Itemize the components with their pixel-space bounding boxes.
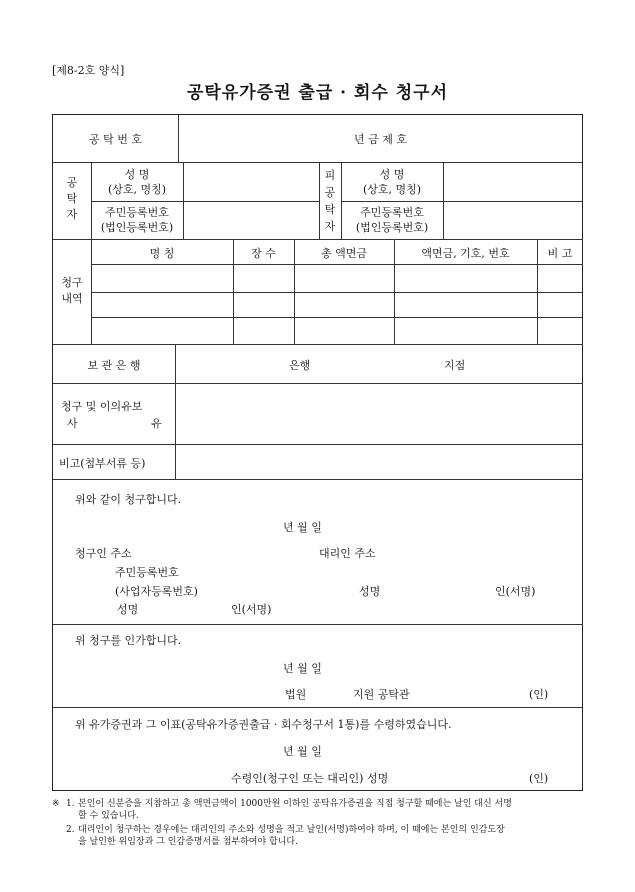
claimant-id-label: 주민등록번호: [115, 566, 179, 579]
claim-details-label: 청구 내역: [61, 276, 83, 305]
remarks-field[interactable]: [176, 445, 582, 478]
claim-form: [52, 114, 583, 791]
depositor-label: 공 탁 자: [66, 176, 78, 221]
column-header-face-value: 액면금, 기호, 번호: [421, 247, 510, 260]
footnotes: [52, 798, 592, 848]
receipt-statement: 위 유가증권과 그 이표(공탁유가증권출급 · 회수청구서 1통)를 수령하였습니다.: [75, 718, 452, 731]
agent-address-label: 대리인 주소: [319, 547, 376, 560]
receiver-label: 수령인(청구인 또는 대리인) 성명: [231, 772, 389, 785]
claimant-business-id-label: (사업자등록번호): [115, 585, 198, 598]
receipt-date: 년 월 일: [283, 745, 322, 758]
table-row[interactable]: [92, 293, 582, 316]
depositee-label: 피 공 탁 자: [324, 169, 336, 233]
approval-date: 년 월 일: [283, 662, 322, 675]
custody-bank-field[interactable]: [176, 345, 582, 382]
reason-label: 청구 및 이의유보: [61, 400, 143, 413]
claimant-seal: 인(서명): [231, 603, 272, 616]
column-header-name: 명 칭: [149, 247, 175, 260]
form-number: [제8-2호 양식]: [52, 64, 125, 77]
deposit-number-label: 공 탁 번 호: [89, 133, 142, 146]
depositee-id-field[interactable]: [444, 202, 582, 238]
footnote-1: ※ 1. 본인이 신분증을 지참하고 총 액면금액이 1000만원 이하인 공탁유가증권을 직접 청구할 때에는 날인 대신 서명 할 수 있습니다.: [52, 799, 512, 821]
agent-seal: 인(서명): [495, 585, 536, 598]
depositor-id-field[interactable]: [184, 202, 318, 238]
claimant-address-label: 청구인 주소: [75, 547, 132, 560]
request-statement: 위와 같이 청구합니다.: [75, 493, 182, 506]
approval-statement: 위 청구를 인가합니다.: [75, 634, 182, 647]
depositee-name-label: 성 명 (상호, 명칭): [362, 168, 422, 196]
depositee-id-label: 주민등록번호 (법인등록번호): [355, 206, 429, 234]
column-header-remarks: 비 고: [547, 247, 573, 260]
branch-suffix: 지점: [444, 359, 466, 372]
approval-branch: 지원 공탁관: [353, 688, 410, 701]
deposit-number-value: 년 금 제 호: [354, 133, 407, 146]
depositor-id-label: 주민등록번호 (법인등록번호): [100, 206, 174, 234]
depositor-name-field[interactable]: [184, 163, 318, 200]
request-date: 년 월 일: [283, 521, 322, 534]
receipt-seal: (인): [529, 772, 549, 785]
agent-name-label: 성명: [359, 585, 381, 598]
table-row[interactable]: [92, 265, 582, 291]
custody-bank-label: 보 관 은 행: [87, 359, 141, 372]
page-title: 공탁유가증권 출급 · 회수 청구서: [186, 83, 449, 103]
approval-seal: (인): [529, 688, 549, 701]
remarks-label: 비고(첨부서류 등): [59, 457, 146, 470]
column-header-count: 장 수: [251, 247, 276, 260]
table-row[interactable]: [92, 318, 582, 343]
reason-field[interactable]: [176, 384, 582, 443]
reason-label-yu: 유: [151, 417, 162, 430]
reason-label-sa: 사: [67, 417, 78, 430]
approval-court: 법원: [285, 688, 307, 701]
column-header-total: 총 액면금: [320, 247, 367, 260]
claimant-name-label: 성명: [117, 603, 139, 616]
bank-suffix: 은행: [289, 359, 311, 372]
depositee-name-field[interactable]: [444, 163, 582, 200]
depositor-name-label: 성 명 (상호, 명칭): [107, 168, 167, 196]
footnote-2: 2. 대리인이 청구하는 경우에는 대리인의 주소와 성명을 적고 날인(서명)하여야 하며, 이 때에는 본인의 인감도장 을 날인한 위임장과 그 인감증명서를 첨부하여야 합니다.: [66, 825, 505, 847]
